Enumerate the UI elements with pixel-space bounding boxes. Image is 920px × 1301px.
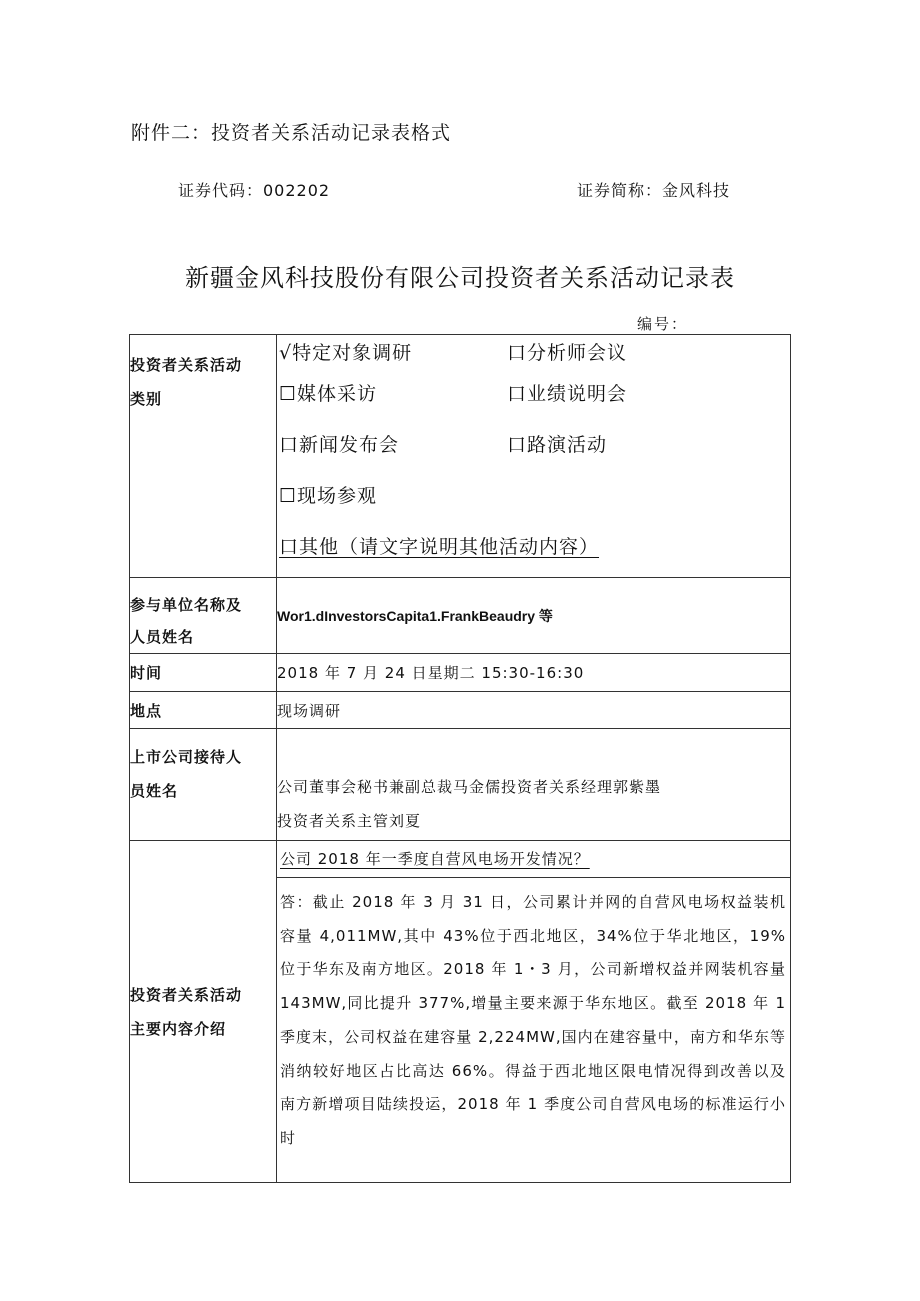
activity-type-label	[130, 335, 277, 578]
receptionists-label	[130, 729, 277, 841]
participants-value-cell	[277, 578, 791, 654]
content-label-line1: 投资者关系活动	[130, 985, 243, 1004]
time-label: 时间	[130, 654, 277, 692]
question-text: 公司 2018 年一季度自营风电场开发情况？	[277, 841, 790, 878]
document-title: 新疆金风科技股份有限公司投资者关系活动记录表	[185, 264, 735, 292]
activity-type-label-line2: 类别	[130, 390, 163, 408]
option-press-conference[interactable]: 口新闻发布会	[279, 434, 400, 456]
location-value: 现场调研	[277, 692, 791, 729]
receptionists-line1: 公司董事会秘书兼副总裁马金儒投资者关系经理郭紫墨	[277, 778, 662, 796]
content-label	[130, 841, 277, 1183]
receptionists-label-line1: 上市公司接待人	[130, 748, 243, 766]
receptionists-label-line2: 员姓名	[130, 782, 179, 800]
participants-label-line2: 人员姓名	[130, 628, 195, 646]
attachment-heading: 附件二：投资者关系活动记录表格式	[131, 122, 452, 144]
activity-record-table	[129, 334, 791, 1183]
record-number-label: 编号：	[637, 315, 689, 333]
participants-label-line1: 参与单位名称及	[130, 596, 243, 614]
time-value: 2018 年 7 月 24 日星期二 15:30-16:30	[277, 654, 791, 692]
receptionists-value	[277, 729, 791, 841]
location-row	[130, 692, 791, 729]
participants-value: Wor1.dInvestorsCapita1.FrankBeaudry 等	[277, 607, 553, 624]
option-analyst-meeting[interactable]: 口分析师会议	[507, 341, 628, 364]
participants-label	[130, 578, 277, 654]
answer-text: 答：截止 2018 年 3 月 31 日，公司累计并网的自营风电场权益装机容量 4,011MW,其中 43%位于西北地区，34%位于华北地区，19%位于华东及南方地区。2018 年 1・3 月，公司新增权益并网装机容量 143MW,同比提升 377%,增量主要来源于华东地区。截至 2018 年 1 季度末，公司权益在建容量 2,224MW,国内在建容量中，南方和华东等消纳较好地区占比高达 66%。得益于西北地区限电情况得到改善以及南方新增项目陆续投运，2018 年 1 季度公司自营风电场的标准运行小时	[280, 893, 786, 1147]
activity-type-label-line1: 投资者关系活动	[130, 356, 243, 374]
option-earnings-briefing[interactable]: 口业绩说明会	[507, 383, 628, 405]
security-abbreviation: 证券简称：金风科技	[577, 181, 731, 200]
time-row	[130, 654, 791, 692]
activity-type-options	[277, 335, 791, 578]
activity-type-row	[130, 335, 791, 578]
content-label-line2: 主要内容介绍	[130, 1019, 227, 1038]
option-media-interview[interactable]: ☐媒体采访	[279, 383, 378, 405]
option-roadshow[interactable]: 口路演活动	[507, 434, 608, 456]
option-specific-research[interactable]: √特定对象调研	[279, 341, 413, 364]
content-row	[130, 841, 791, 1183]
location-label: 地点	[130, 692, 277, 729]
participants-row	[130, 578, 791, 654]
security-code: 证券代码：002202	[178, 181, 331, 200]
option-site-visit[interactable]: ☐现场参观	[279, 485, 378, 507]
receptionists-row	[130, 729, 791, 841]
content-value	[277, 841, 791, 1183]
receptionists-line2: 投资者关系主管刘夏	[277, 812, 422, 830]
option-other[interactable]: 口其他（请文字说明其他活动内容）	[279, 536, 600, 558]
